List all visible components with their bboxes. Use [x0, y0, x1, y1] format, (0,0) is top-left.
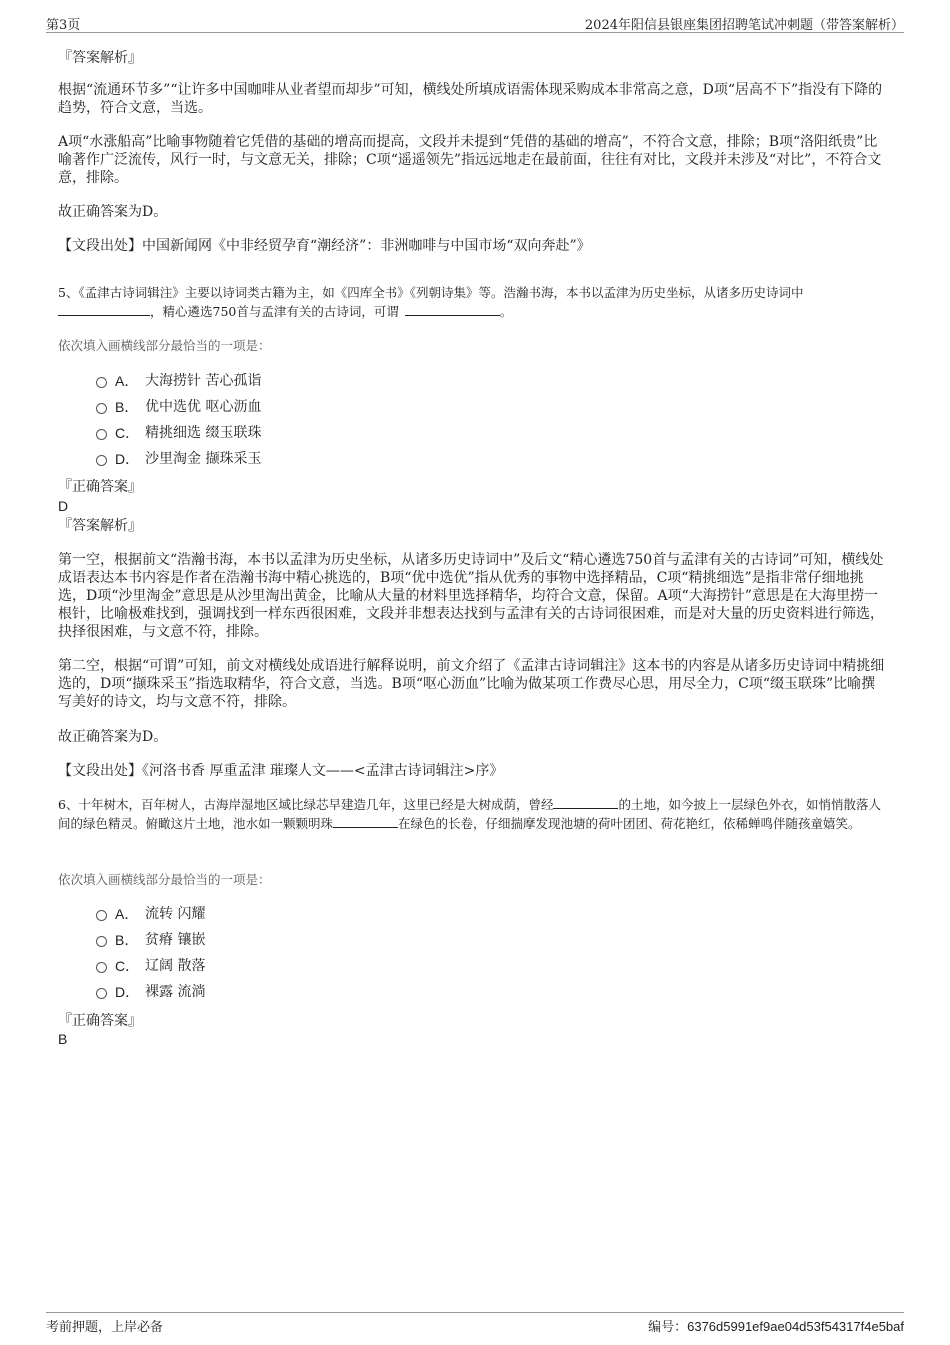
q6-blank-2 [333, 815, 398, 828]
radio-icon[interactable] [96, 429, 107, 440]
q5-stem-part3: 。 [499, 304, 513, 319]
footer-slogan: 考前押题，上岸必备 [46, 1320, 164, 1335]
radio-icon[interactable] [96, 988, 107, 999]
page-number: 第3页 [46, 18, 81, 33]
q6-prompt: 依次填入画横线部分最恰当的一项是： [58, 872, 271, 887]
q5-analysis-p2: 第二空，根据“可谓”可知，前文对横线处成语进行解释说明，前文介绍了《孟津古诗词辑注》这本书的内容是从诸多历史诗词中精挑细选的，D项“撷珠采玉”指选取精华，符合文意，当选。B项“呕心沥血”比喻为做某项工作费尽心思，用尽全力，C项“缀玉联珠”比喻撰写美好的诗文，均与文意不符，排除。 [58, 658, 885, 710]
document-id: 编号：6376d5991ef9ae04d53f54317f4e5baf [648, 1319, 904, 1334]
q5-blank-2 [405, 303, 500, 316]
q5-option-d[interactable]: D． 沙里淘金 撷珠采玉 [96, 450, 261, 468]
q5-source: 【文段出处】《河洛书香 厚重孟津 璀璨人文——<孟津古诗词辑注>序》 [58, 763, 504, 779]
q5-option-c[interactable]: C． 精挑细选 缀玉联珠 [96, 424, 261, 442]
q5-answer-label: 『正确答案』 [58, 479, 142, 495]
q6-option-a[interactable]: A． 流转 闪耀 [96, 905, 205, 923]
radio-icon[interactable] [96, 936, 107, 947]
q5-option-b[interactable]: B． 优中选优 呕心沥血 [96, 398, 261, 416]
q6-blank-1 [553, 796, 618, 809]
q5-stem [58, 283, 888, 321]
q5-blank-1 [58, 303, 150, 316]
q4-source: 【文段出处】中国新闻网《中非经贸孕育“潮经济”：非洲咖啡与中国市场“双向奔赴”》 [58, 238, 591, 254]
q5-prompt: 依次填入画横线部分最恰当的一项是： [58, 338, 271, 353]
q6-answer-label: 『正确答案』 [58, 1013, 142, 1029]
q6-stem-part1: 6、十年树木，百年树人，古海岸湿地区域比绿芯早建造几年，这里已经是大树成荫，曾经 [58, 797, 554, 812]
q6-option-b[interactable]: B． 贫瘠 镶嵌 [96, 931, 205, 949]
radio-icon[interactable] [96, 962, 107, 973]
q5-stem-part1: 5、《孟津古诗词辑注》主要以诗词类古籍为主，如《四库全书》《列朝诗集》等。浩瀚书海，本书以孟津为历史坐标，从诸多历史诗词中 [58, 285, 804, 300]
radio-icon[interactable] [96, 455, 107, 466]
radio-icon[interactable] [96, 910, 107, 921]
q4-analysis-p2: A项“水涨船高”比喻事物随着它凭借的基础的增高而提高，文段并未提到“凭借的基础的增高”，不符合文意，排除；B项“洛阳纸贵”比喻著作广泛流传，风行一时，与文意无关，排除；C项“遥遥领先”指远远地走在最前面，往往有对比，文段并未涉及“对比”，不符合文意，排除。 [58, 134, 882, 186]
page-header [46, 14, 904, 33]
radio-icon[interactable] [96, 377, 107, 388]
q5-answer-line: 故正确答案为D。 [58, 729, 168, 745]
q4-analysis-p1: 根据“流通环节多”“让许多中国咖啡从业者望而却步”可知，横线处所填成语需体现采购成本非常高之意，D项“居高不下”指没有下降的趋势，符合文意，当选。 [58, 82, 883, 116]
q6-option-d[interactable]: D． 裸露 流淌 [96, 983, 205, 1001]
page-footer [46, 1312, 904, 1335]
q5-analysis-p1: 第一空，根据前文“浩瀚书海，本书以孟津为历史坐标，从诸多历史诗词中”及后文“精心遴选750首与孟津有关的古诗词”可知，横线处成语表达本书内容是作者在浩瀚书海中精心挑选的，B项“优中选优”指从优秀的事物中选择精品，C项“精挑细选”是指非常仔细地挑选，D项“沙里淘金”意思是从沙里淘出黄金，比喻从大量的材料里选择精华，均符合文意，保留。A项“大海捞针”意思是在大海里捞一根针，比喻极难找到，强调找到一样东西很困难，文段并非想表达找到与孟津有关的古诗词很困难，而是对大量的历史资料进行筛选，抉择很困难，与文意不符，排除。 [58, 552, 884, 640]
q6-stem [58, 795, 888, 833]
radio-icon[interactable] [96, 403, 107, 414]
document-title: 2024年阳信县银座集团招聘笔试冲刺题（带答案解析） [584, 18, 904, 33]
q6-answer: B [58, 1031, 68, 1047]
q4-analysis-label: 『答案解析』 [58, 50, 142, 66]
q6-stem-part3: 在绿色的长卷，仔细揣摩发现池塘的荷叶团团、荷花艳红，依稀蝉鸣伴随孩童嬉笑。 [398, 816, 861, 831]
q5-stem-part2: ，精心遴选750首与孟津有关的古诗词，可谓 [150, 304, 399, 319]
q4-answer-line: 故正确答案为D。 [58, 204, 168, 220]
q5-option-a[interactable]: A． 大海捞针 苦心孤诣 [96, 372, 261, 390]
q6-stem-part2: 的土地，如今披上一层绿色外衣，如悄悄散落人间的绿色精灵。俯瞰这片土地，池水如一颗颗明珠 [58, 797, 881, 831]
q5-analysis-label: 『答案解析』 [58, 518, 142, 534]
q6-option-c[interactable]: C． 辽阔 散落 [96, 957, 205, 975]
q5-answer: D [58, 498, 69, 514]
